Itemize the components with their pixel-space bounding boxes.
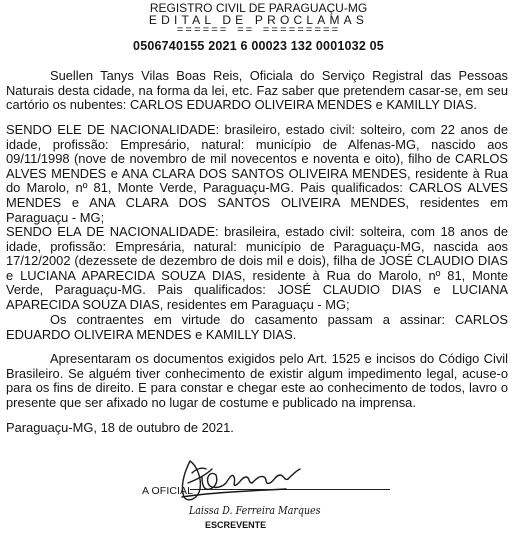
stamp-title: ESCREVENTE xyxy=(205,520,267,531)
documents-paragraph: Apresentaram os documentos exigidos pelo Art. 1525 e incisos do Código Civil Brasileiro. Se alguém tiver conhecimento de existir algum impedimento legal, acuse-o para os fins de direito. E para constar e chegar este ao conhecimento de todos, lavro o presente que ser afixado no lugar de costume e publicado na imprensa. xyxy=(6,351,508,410)
signature-role: A OFICIAL xyxy=(142,485,194,497)
protocol-number: 0506740155 2021 6 00023 132 0001032 05 xyxy=(133,39,384,53)
intro-paragraph: Suellen Tanys Vilas Boas Reis, Oficiala do Serviço Registral das Pessoas Naturais desta cidade, na forma da lei, etc. Faz saber que pretendem casar-se, em seu cartório os nubentes: CARLOS EDUARDO OLIVEIRA MENDES e KAMILLY DIAS. xyxy=(6,68,508,113)
groom-paragraph: SENDO ELE DE NACIONALIDADE: brasileiro, estado civil: solteiro, com 22 anos de idade, profissão: Empresário, natural: município de Alfenas-MG, nascido aos 09/11/1998 (nove de novembro de mil novecentos e noventa e oito), filho de CARLOS ALVES MENDES e ANA CLARA DOS SANTOS OLIVEIRA MENDES, residente à Rua do Marolo, nº 81, Monte Verde, Paraguaçu-MG. Pais qualificados: CARLOS ALVES MENDES e ANA CLARA DOS SANTOS OLIVEIRA MENDES, residentes em Paraguaçu - MG; xyxy=(6,122,508,225)
edital-title: EDITAL DE PROCLAMAS xyxy=(148,13,369,27)
title-underline: ====== == ========= xyxy=(176,25,341,37)
registry-title: REGISTRO CIVIL DE PARAGUAÇU-MG xyxy=(149,1,368,15)
bride-paragraph: SENDO ELA DE NACIONALIDADE: brasileira, estado civil: solteira, com 18 anos de idade, profissão: Empresária, natural: município de Paraguaçu-MG, nascida aos 17/12/2002 (dezessete de dezembro de dois mil e dois), filha de JOSÉ CLAUDIO DIAS e LUCIANA APARECIDA SOUZA DIAS, residente à Rua do Marolo, nº 81, Monte Verde, Paraguaçu-MG. Pais qualificados: JOSÉ CLAUDIO DIAS e LUCIANA APARECIDA SOUZA DIAS, residentes em Paraguaçu - MG; xyxy=(6,224,508,312)
surname-paragraph: Os contraentes em virtude do casamento passam a assinar: CARLOS EDUARDO OLIVEIRA MENDES e KAMILLY DIAS. xyxy=(6,312,508,342)
date-line: Paraguaçu-MG, 18 de outubro de 2021. xyxy=(6,420,234,435)
handwritten-signature xyxy=(176,453,306,509)
stamp-name: Laissa D. Ferreira Marques xyxy=(189,504,321,517)
